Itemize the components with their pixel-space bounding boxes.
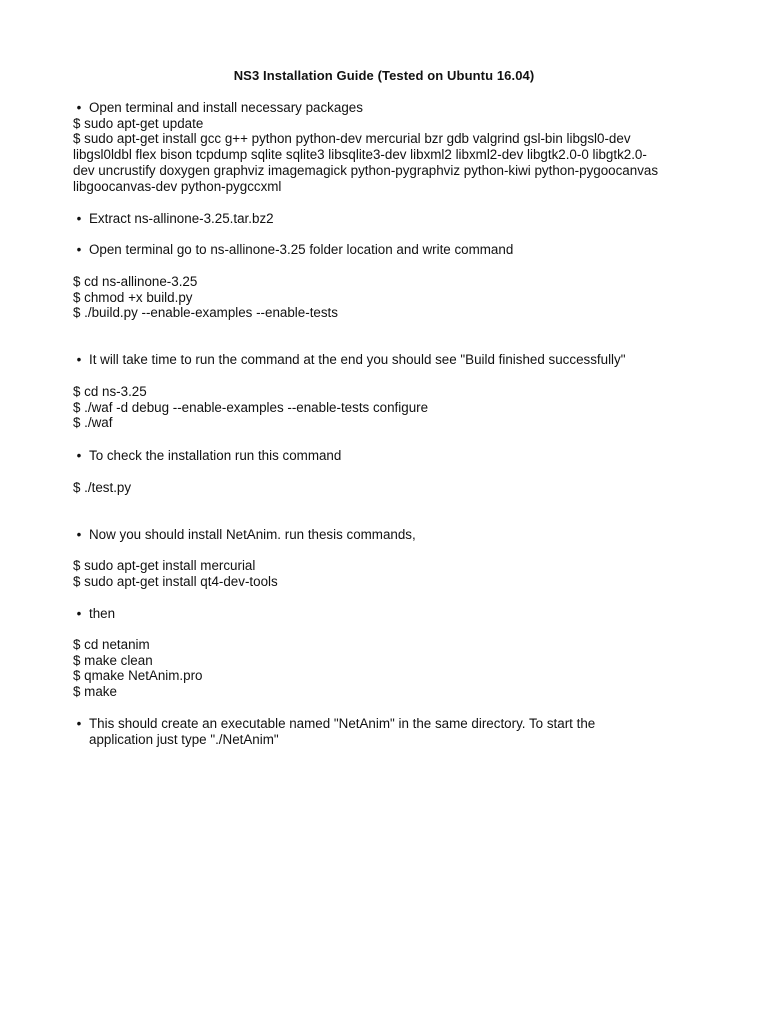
bullet-item [73, 448, 713, 464]
section-netanim-build [73, 637, 713, 700]
bullet-text: Extract ns-allinone-3.25.tar.bz2 [89, 211, 274, 226]
command-line: $ ./test.py [73, 480, 132, 495]
section-netanim-run [73, 716, 713, 747]
bullet-icon: • [76, 100, 82, 115]
document-title: NS3 Installation Guide (Tested on Ubuntu 16.04) [233, 68, 535, 83]
bullet-text: To check the installation run this command [89, 448, 342, 463]
bullet-item [73, 100, 713, 116]
section-build-note [73, 352, 713, 368]
section-open-terminal [73, 242, 713, 258]
bullet-text: Open terminal and install necessary packages [89, 100, 363, 115]
section-netanim-packages [73, 558, 713, 589]
bullet-icon: • [76, 606, 82, 621]
command-line: $ ./waf [73, 415, 113, 431]
bullet-text: then [89, 606, 116, 621]
command-line: $ chmod +x build.py [73, 289, 193, 305]
section-waf-commands [73, 384, 713, 431]
command-line: $ qmake NetAnim.pro [73, 668, 203, 684]
command-line: dev uncrustify doxygen graphviz imagemagick python-pygraphviz python-kiwi python-pygoocanvas [73, 162, 659, 178]
command-line: $ make clean [73, 652, 153, 668]
bullet-icon: • [76, 242, 82, 257]
command-line: $ cd netanim [73, 637, 150, 652]
command-line: $ sudo apt-get install mercurial [73, 558, 256, 573]
section-extract [73, 211, 713, 227]
command-line: $ sudo apt-get install gcc g++ python python-dev mercurial bzr gdb valgrind gsl-bin libgsl0-dev [73, 131, 631, 147]
command-line: $ make [73, 684, 117, 700]
bullet-item [73, 352, 713, 368]
command-line: $ ./waf -d debug --enable-examples --enable-tests configure [73, 399, 429, 415]
command-line: libgoocanvas-dev python-pygccxml [73, 178, 282, 194]
bullet-item [73, 242, 713, 258]
bullet-item [73, 606, 713, 622]
bullet-text: Now you should install NetAnim. run thesis commands, [89, 527, 416, 542]
bullet-icon: • [76, 716, 82, 731]
section-test-command [73, 480, 713, 496]
command-line: libgsl0ldbl flex bison tcpdump sqlite sqlite3 libsqlite3-dev libxml2 libxml2-dev libgtk2.0-0 libgtk2.0- [73, 147, 647, 163]
command-line: $ sudo apt-get update [73, 115, 204, 131]
section-then [73, 606, 713, 622]
section-netanim-intro [73, 527, 713, 543]
bullet-text: It will take time to run the command at the end you should see "Build finished successfully" [89, 352, 626, 367]
command-line: $ sudo apt-get install qt4-dev-tools [73, 573, 278, 589]
bullet-icon: • [76, 352, 82, 367]
bullet-item [73, 527, 713, 543]
bullet-icon: • [76, 448, 82, 463]
bullet-text: This should create an executable named "NetAnim" in the same directory. To start the [89, 716, 596, 731]
bullet-icon: • [76, 211, 82, 226]
command-line: $ cd ns-allinone-3.25 [73, 274, 198, 289]
command-line: $ ./build.py --enable-examples --enable-tests [73, 305, 338, 321]
bullet-item [73, 716, 713, 747]
bullet-icon: • [76, 527, 82, 542]
section-check-install [73, 448, 713, 464]
bullet-text: Open terminal go to ns-allinone-3.25 folder location and write command [89, 242, 514, 257]
section-install-packages [73, 100, 713, 194]
bullet-text: application just type "./NetAnim" [89, 731, 279, 747]
bullet-item [73, 211, 713, 227]
command-line: $ cd ns-3.25 [73, 384, 147, 399]
section-build-commands [73, 274, 713, 321]
